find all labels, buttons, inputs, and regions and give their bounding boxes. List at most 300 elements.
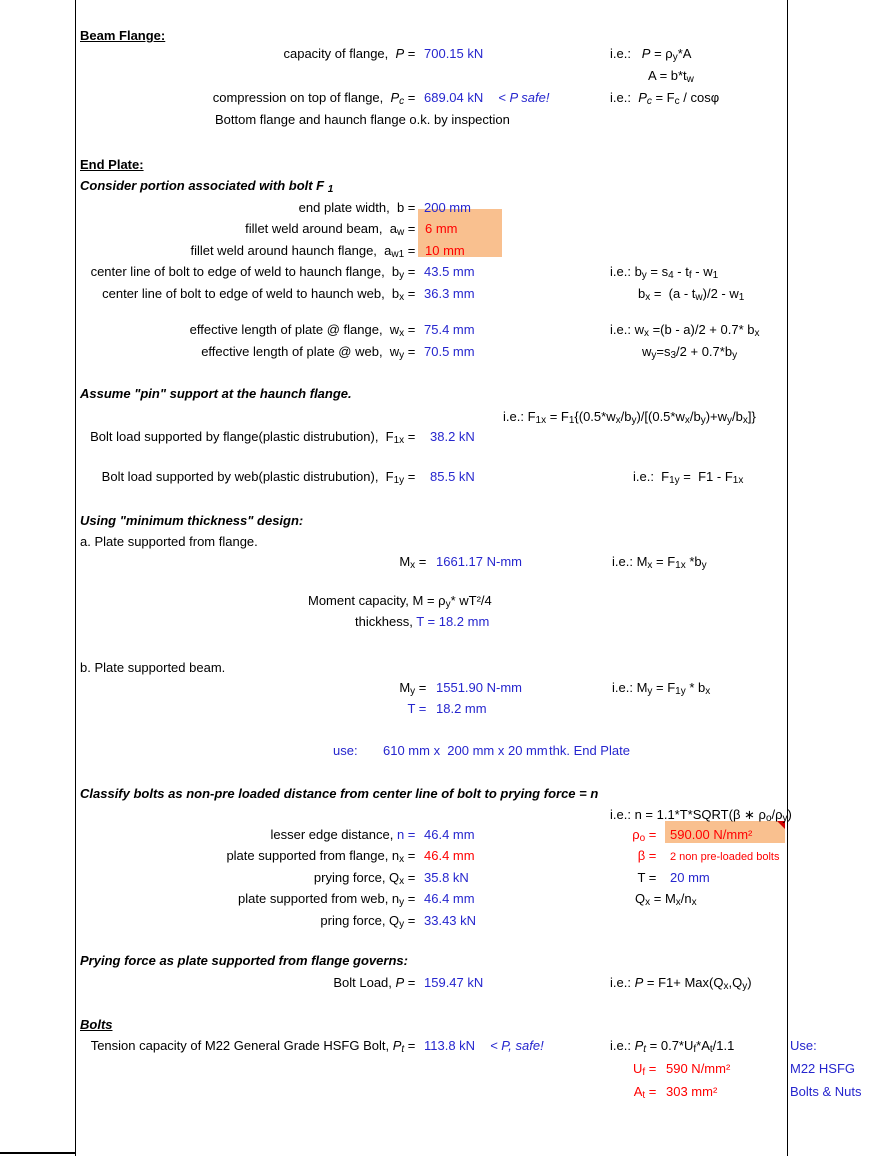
text-run: = bbox=[404, 1038, 419, 1053]
at-row bbox=[0, 1083, 874, 1103]
prying-governs-heading bbox=[0, 952, 874, 972]
qx-value bbox=[424, 869, 469, 886]
text-run: Bolts bbox=[80, 1017, 113, 1032]
end-plate-heading bbox=[0, 156, 874, 176]
text-run: thk. End Plate bbox=[549, 743, 630, 758]
text-run: 4 bbox=[668, 270, 674, 281]
text-run: x bbox=[684, 415, 690, 426]
pin-support-text bbox=[80, 385, 352, 402]
text-run: M bbox=[399, 680, 411, 695]
text-run: center line of bolt to edge of weld to haunch web, b bbox=[102, 286, 400, 301]
bolts-title bbox=[80, 1016, 113, 1033]
text-run: y bbox=[732, 350, 738, 361]
text-run: 46.4 mm bbox=[424, 848, 475, 863]
text-run: *b bbox=[685, 554, 702, 569]
text-run: = bbox=[404, 46, 419, 61]
text-run: plate supported from flange, n bbox=[226, 848, 400, 863]
text-run: *A bbox=[696, 1038, 710, 1053]
text-run: P bbox=[634, 1038, 644, 1053]
text-run: = 0.7*U bbox=[646, 1038, 694, 1053]
text-run: i.e.: M bbox=[612, 554, 648, 569]
text-run: x bbox=[645, 292, 651, 303]
pt-formula bbox=[610, 1037, 734, 1058]
text-run: t bbox=[709, 1044, 713, 1055]
text-run: A bbox=[633, 1084, 643, 1099]
bx-formula bbox=[638, 285, 744, 306]
text-run: = bbox=[645, 1084, 660, 1099]
n-formula-text bbox=[610, 806, 792, 827]
text-run: Consider portion associated with bolt F bbox=[80, 178, 328, 193]
text-run: y bbox=[399, 897, 405, 908]
text-run: y bbox=[647, 686, 653, 697]
text-run: Beam Flange: bbox=[80, 28, 166, 43]
text-run: x bbox=[754, 328, 760, 339]
area-formula bbox=[0, 67, 874, 87]
text-run: Using "minimum thickness" design: bbox=[80, 513, 304, 528]
text-run: center line of bolt to edge of weld to haunch flange, b bbox=[90, 264, 400, 279]
text-run: x bbox=[399, 328, 405, 339]
text-run: = bbox=[404, 286, 419, 301]
plate-supported-flange bbox=[0, 533, 874, 553]
text-run: = bbox=[404, 90, 419, 105]
text-run: = bbox=[404, 221, 419, 236]
text-run: b bbox=[638, 286, 646, 301]
eff-length-web-value bbox=[424, 343, 475, 360]
text-run: = bbox=[404, 913, 419, 928]
text-run: a. Plate supported from flange. bbox=[80, 534, 258, 549]
text-run: pring force, Q bbox=[320, 913, 400, 928]
text-run: 18.2 mm bbox=[438, 614, 490, 629]
compression-formula bbox=[610, 89, 719, 110]
text-run: 1551.90 N-mm bbox=[436, 680, 522, 695]
text-run: P bbox=[638, 90, 647, 105]
fillet-weld-beam-value[interactable] bbox=[425, 220, 458, 237]
rho-o-label bbox=[632, 826, 660, 847]
classify-bolts-title bbox=[80, 785, 598, 802]
text-run: i.e.: bbox=[610, 1038, 635, 1053]
text-run: f bbox=[688, 270, 692, 281]
bolt-load-flange bbox=[0, 428, 874, 448]
text-run: x bbox=[643, 328, 649, 339]
text-run: 1x bbox=[732, 475, 744, 486]
min-thickness-heading bbox=[0, 512, 874, 532]
text-run: x bbox=[399, 854, 405, 865]
plate-web-ny bbox=[0, 890, 874, 910]
text-run: x bbox=[645, 897, 651, 908]
bolt-load-flange-value bbox=[430, 428, 475, 445]
use-thk-text bbox=[549, 742, 630, 759]
text-run: 1 bbox=[738, 292, 745, 303]
text-run: t bbox=[642, 1090, 646, 1101]
n-formula bbox=[0, 806, 874, 826]
text-run: thickhess, bbox=[355, 614, 417, 629]
bottom-page-break-line bbox=[0, 1152, 76, 1154]
qy-value bbox=[424, 912, 476, 929]
text-run: Bolt load supported by web(plastic distrubution), F bbox=[101, 469, 394, 484]
text-run: ,Q bbox=[728, 975, 743, 990]
text-run: - w bbox=[691, 264, 713, 279]
text-run: y bbox=[727, 415, 733, 426]
capacity-formula bbox=[610, 45, 691, 66]
text-run: plate supported from web, n bbox=[238, 891, 400, 906]
text-run: x bbox=[399, 292, 405, 303]
text-run: 38.2 kN bbox=[430, 429, 475, 444]
text-run: w bbox=[642, 344, 652, 359]
text-run: Bolt load supported by flange(plastic distrubution), F bbox=[90, 429, 394, 444]
text-run: fillet weld around haunch flange, a bbox=[190, 243, 392, 258]
fillet-weld-haunch-value[interactable] bbox=[425, 242, 465, 259]
text-run: = F1+ Max(Q bbox=[643, 975, 724, 990]
thickness-t2 bbox=[0, 700, 874, 720]
plate-flange-nx bbox=[0, 847, 874, 867]
text-run: = bbox=[415, 554, 430, 569]
prying-governs-title bbox=[80, 952, 408, 969]
text-run: = F bbox=[546, 409, 569, 424]
text-run: i.e.: M bbox=[612, 680, 648, 695]
lesser-edge-value bbox=[424, 826, 475, 843]
text-run: c bbox=[646, 96, 652, 107]
text-run: = bbox=[404, 469, 419, 484]
text-run: ) bbox=[787, 807, 792, 822]
text-run: 113.8 kN bbox=[424, 1038, 476, 1053]
text-run: use: bbox=[333, 743, 358, 758]
text-run: 33.43 kN bbox=[424, 913, 477, 928]
moment-capacity-text bbox=[308, 592, 492, 613]
text-run: = F1 - F bbox=[679, 469, 733, 484]
text-run: y bbox=[742, 981, 748, 992]
text-run: x bbox=[675, 897, 681, 908]
text-run: 6 mm bbox=[425, 221, 458, 236]
rho-o-value[interactable] bbox=[670, 826, 752, 843]
text-run: i.e.: bbox=[610, 975, 635, 990]
text-run: = F bbox=[651, 90, 675, 105]
text-run: i.e.: bbox=[610, 90, 639, 105]
text-run: 18.2 mm bbox=[436, 701, 487, 716]
text-run: i.e.: F bbox=[633, 469, 670, 484]
text-run: 46.4 mm bbox=[424, 891, 475, 906]
text-run: =s bbox=[656, 344, 671, 359]
text-run: o bbox=[765, 813, 772, 824]
text-run: = s bbox=[646, 264, 669, 279]
text-run: = M bbox=[650, 891, 676, 906]
text-run: y bbox=[399, 919, 405, 930]
text-run: *A bbox=[677, 46, 692, 61]
text-run: y bbox=[399, 350, 405, 361]
text-run: Assume "pin" support at the haunch flange. bbox=[80, 386, 352, 401]
beam-flange-heading bbox=[0, 27, 874, 47]
bolt-to-weld-flange-value bbox=[424, 263, 475, 280]
text-run: effective length of plate @ flange, w bbox=[189, 322, 400, 337]
text-run: 610 mm x 200 mm x 20 mm bbox=[383, 743, 548, 758]
text-run: ρ bbox=[632, 827, 640, 842]
text-run: 159.47 kN bbox=[424, 975, 484, 990]
text-run: /ρ bbox=[771, 807, 783, 822]
text-run: y bbox=[631, 415, 637, 426]
capacity-of-flange-label bbox=[283, 45, 419, 62]
eff-length-flange-label bbox=[190, 321, 419, 342]
text-run: 20 mm bbox=[670, 870, 710, 885]
text-run: = F bbox=[652, 554, 676, 569]
compression-label bbox=[213, 89, 419, 110]
text-run: / cosφ bbox=[679, 90, 720, 105]
qx-formula bbox=[635, 890, 697, 911]
text-run: = bbox=[645, 827, 660, 842]
nx-value bbox=[424, 847, 475, 864]
text-run: 590.00 N/mm² bbox=[670, 827, 753, 842]
text-run: x bbox=[742, 415, 748, 426]
use-note-line3 bbox=[790, 1083, 862, 1100]
lesser-edge-distance bbox=[0, 826, 874, 846]
at-value bbox=[666, 1083, 717, 1100]
bolt-load-web bbox=[0, 468, 874, 488]
pin-support-note bbox=[0, 385, 874, 405]
text-run: Bottom flange and haunch flange o.k. by inspection bbox=[215, 112, 510, 127]
text-run: = bbox=[404, 264, 419, 279]
text-run: )/2 - w bbox=[702, 286, 739, 301]
fillet-weld-haunch-label bbox=[190, 242, 419, 263]
text-run: capacity of flange, bbox=[283, 46, 396, 61]
text-run: 35.8 kN bbox=[424, 870, 469, 885]
text-run: compression on top of flange, bbox=[212, 90, 391, 105]
inspection-note bbox=[0, 111, 874, 131]
bolt-to-weld-flange-label bbox=[91, 263, 419, 284]
end-plate-width-label bbox=[299, 199, 419, 216]
text-run: x bbox=[647, 560, 653, 571]
t-value bbox=[670, 869, 710, 886]
text-run: x bbox=[723, 981, 729, 992]
text-run: = bbox=[404, 975, 419, 990]
bolt-load-web-value bbox=[430, 468, 475, 485]
fillet-weld-haunch-flange bbox=[0, 242, 874, 262]
bolt-load-web-label bbox=[102, 468, 419, 489]
text-run: = bbox=[404, 848, 419, 863]
use-size-value bbox=[383, 742, 548, 759]
thickness-t2-label bbox=[407, 700, 430, 717]
text-run: y bbox=[672, 52, 678, 63]
text-run: c bbox=[399, 96, 405, 107]
my-label bbox=[399, 679, 430, 700]
text-run: y bbox=[410, 686, 416, 697]
text-run: i.e.: bbox=[610, 46, 642, 61]
beta-label bbox=[638, 847, 660, 864]
use-end-plate bbox=[0, 742, 874, 762]
wy-formula bbox=[642, 343, 737, 364]
fillet-weld-beam bbox=[0, 220, 874, 240]
pring-force-qy bbox=[0, 912, 874, 932]
thickness-t2-value bbox=[436, 700, 487, 717]
text-run: 36.3 mm bbox=[424, 286, 475, 301]
text-run: P bbox=[395, 975, 405, 990]
text-run: P bbox=[392, 1038, 402, 1053]
consider-bolt-f1-text bbox=[80, 177, 333, 198]
text-run: 1y bbox=[393, 475, 405, 486]
text-run: 2 non pre-loaded bolts bbox=[670, 851, 780, 863]
text-run: i.e.: F bbox=[503, 409, 536, 424]
text-run: lesser edge distance, bbox=[270, 827, 397, 842]
text-run: 200 mm bbox=[424, 200, 471, 215]
text-run: P bbox=[634, 975, 644, 990]
text-run: = bbox=[404, 429, 419, 444]
text-run: = ρ bbox=[650, 46, 673, 61]
text-run: U bbox=[633, 1061, 643, 1076]
uf-label bbox=[633, 1060, 660, 1081]
text-run: 1661.17 N-mm bbox=[436, 554, 522, 569]
moment-capacity-formula bbox=[0, 592, 874, 612]
f1x-formula bbox=[0, 408, 874, 428]
text-run: x bbox=[399, 876, 405, 887]
text-run: /n bbox=[680, 891, 692, 906]
text-run: b. Plate supported beam. bbox=[80, 660, 226, 675]
text-run: o bbox=[639, 833, 646, 844]
text-run: - t bbox=[673, 264, 689, 279]
by-formula bbox=[610, 263, 718, 284]
text-run: 303 mm² bbox=[666, 1084, 718, 1099]
text-run: y bbox=[651, 350, 657, 361]
text-run: c bbox=[674, 96, 680, 107]
text-run: < P, safe! bbox=[490, 1038, 544, 1053]
f1x-formula-text bbox=[503, 408, 756, 429]
text-run: = bbox=[415, 680, 430, 695]
text-run: f bbox=[642, 1067, 646, 1078]
text-run: 700.15 kN bbox=[424, 46, 484, 61]
wx-formula bbox=[610, 321, 759, 342]
text-run: x bbox=[691, 897, 697, 908]
qy-label bbox=[320, 912, 419, 933]
text-run: 590 N/mm² bbox=[666, 1061, 731, 1076]
bolt-to-weld-haunch-flange bbox=[0, 263, 874, 283]
text-run: ]} bbox=[747, 409, 756, 424]
ny-value bbox=[424, 890, 475, 907]
text-run: 1x bbox=[675, 560, 686, 571]
text-run: β = bbox=[637, 848, 660, 863]
text-run: < P safe! bbox=[498, 90, 550, 105]
text-run: T = bbox=[416, 614, 439, 629]
text-run: 85.5 kN bbox=[430, 469, 475, 484]
capacity-of-flange-value bbox=[424, 45, 483, 62]
text-run: fillet weld around beam, a bbox=[245, 221, 397, 236]
f1y-formula bbox=[633, 468, 743, 489]
text-run: )/[(0.5*w bbox=[636, 409, 685, 424]
compression-value bbox=[424, 89, 549, 106]
beta-value bbox=[670, 847, 779, 866]
text-run: i.e.: w bbox=[610, 322, 644, 337]
text-run: = bbox=[645, 1061, 660, 1076]
bolt-to-weld-web-value bbox=[424, 285, 475, 302]
text-run: M bbox=[399, 554, 411, 569]
mx-formula bbox=[612, 553, 707, 574]
text-run: effective length of plate @ web, w bbox=[201, 344, 400, 359]
text-run: /b bbox=[689, 409, 701, 424]
text-run: w1 bbox=[391, 249, 405, 260]
classify-bolts-heading bbox=[0, 785, 874, 805]
text-run: y bbox=[700, 415, 706, 426]
bolt-to-weld-web-label bbox=[102, 285, 419, 306]
bolt-to-weld-haunch-web bbox=[0, 285, 874, 305]
text-run: 1y bbox=[669, 475, 680, 486]
text-run: = F bbox=[652, 680, 676, 695]
text-run: * wT²/4 bbox=[450, 593, 492, 608]
effective-length-web bbox=[0, 343, 874, 363]
text-run: /b bbox=[732, 409, 743, 424]
text-run: P bbox=[395, 46, 405, 61]
text-run: y bbox=[782, 813, 788, 824]
tension-capacity bbox=[0, 1037, 874, 1057]
my-moment bbox=[0, 679, 874, 699]
text-run: Tension capacity of M22 General Grade HSFG Bolt, bbox=[90, 1038, 393, 1053]
t-label bbox=[637, 869, 660, 886]
tension-capacity-value bbox=[424, 1037, 544, 1054]
text-run: T = bbox=[637, 870, 660, 885]
lesser-edge-label bbox=[270, 826, 419, 843]
area-formula-text bbox=[648, 67, 694, 88]
plate-supported-beam bbox=[0, 659, 874, 679]
text-run: Bolt Load, bbox=[333, 975, 396, 990]
text-run: * b bbox=[685, 680, 706, 695]
text-run: 1y bbox=[675, 686, 686, 697]
text-run: 46.4 mm bbox=[424, 827, 475, 842]
fillet-weld-beam-label bbox=[245, 220, 419, 241]
eff-length-web-label bbox=[201, 343, 419, 364]
text-run: Prying force as plate supported from flange governs: bbox=[80, 953, 408, 968]
text-run: n = bbox=[396, 827, 419, 842]
plate-supported-flange-text bbox=[80, 533, 258, 550]
text-run: x bbox=[615, 415, 621, 426]
effective-length-flange bbox=[0, 321, 874, 341]
text-run: f bbox=[693, 1044, 697, 1055]
text-run: = (a - t bbox=[650, 286, 696, 301]
text-run: x bbox=[410, 560, 416, 571]
bolt-load-p-label bbox=[333, 974, 419, 991]
text-run: y bbox=[641, 270, 647, 281]
text-run: Bolts & Nuts bbox=[790, 1084, 862, 1099]
my-value bbox=[436, 679, 522, 696]
text-run: prying force, Q bbox=[313, 870, 400, 885]
text-run: i.e.: b bbox=[610, 264, 642, 279]
text-run: w bbox=[396, 227, 405, 238]
text-run: end plate width, b = bbox=[298, 200, 419, 215]
text-run: x bbox=[705, 686, 711, 697]
text-run: 70.5 mm bbox=[424, 344, 475, 359]
text-run: = bbox=[404, 322, 419, 337]
end-plate-title bbox=[80, 156, 144, 173]
text-run: 43.5 mm bbox=[424, 264, 475, 279]
text-run: i.e.: n = 1.1*T*SQRT(β ∗ ρ bbox=[610, 807, 766, 822]
text-run: 689.04 kN bbox=[424, 90, 484, 105]
text-run: t bbox=[401, 1044, 405, 1055]
bolt-load-p-value bbox=[424, 974, 483, 991]
text-run: =(b - a)/2 + 0.7* b bbox=[648, 322, 755, 337]
text-run: Use: bbox=[790, 1038, 817, 1053]
text-run: )+w bbox=[705, 409, 728, 424]
use-label bbox=[333, 742, 358, 759]
my-formula bbox=[612, 679, 710, 700]
text-run: P bbox=[390, 90, 400, 105]
at-label bbox=[634, 1083, 660, 1104]
text-run: = bbox=[404, 891, 419, 906]
text-run: M22 HSFG bbox=[790, 1061, 856, 1076]
text-run: End Plate: bbox=[80, 157, 144, 172]
qx-label bbox=[314, 869, 419, 890]
thickness-t bbox=[0, 613, 874, 633]
text-run: w bbox=[695, 292, 703, 303]
text-run: Q bbox=[635, 891, 646, 906]
min-thickness-title bbox=[80, 512, 303, 529]
ny-label bbox=[238, 890, 419, 911]
text-run: = bbox=[404, 243, 419, 258]
text-run: 10 mm bbox=[425, 243, 465, 258]
text-run: 1 bbox=[327, 184, 334, 195]
mx-value bbox=[436, 553, 522, 570]
